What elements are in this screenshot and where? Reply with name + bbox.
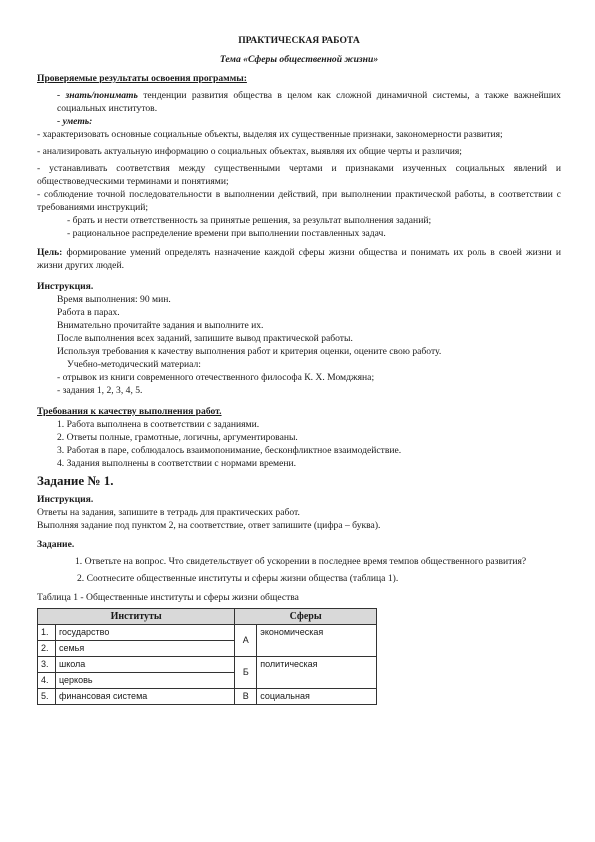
results-heading: Проверяемые результаты освоения программы: <box>37 73 247 84</box>
instruction-line: Используя требования к качеству выполнения работ и критерия оценки, оцените свою работу. <box>57 346 442 357</box>
document-page <box>37 34 561 705</box>
goal-text: формирование умений определять назначение каждой сферы жизни общества и понимать их роль в своей жизни и жизни других людей. <box>37 247 561 271</box>
instruction-line: Работа в парах. <box>57 307 120 318</box>
requirement-item: 4. Задания выполнены в соответствии с нормами времени. <box>57 458 297 469</box>
can-label: - уметь: <box>57 116 93 127</box>
institute-num: 2. <box>38 641 56 657</box>
institute-name: государство <box>55 625 234 641</box>
task-item: 2. Соотнесите общественные институты и сферы жизни общества (таблица 1). <box>77 573 399 584</box>
skill-item: - характеризовать основные социальные объекты, выделяя их существенные признаки, закономерности развития; <box>37 129 503 140</box>
institute-name: школа <box>55 657 234 673</box>
institute-num: 5. <box>38 689 56 705</box>
sphere-letter: А <box>235 625 257 657</box>
table-row <box>38 689 377 705</box>
material-item: - отрывок из книги современного отечественного философа К. Х. Момджяна; <box>57 372 375 383</box>
materials-heading: Учебно-методический материал: <box>67 359 201 370</box>
institute-name: семья <box>55 641 234 657</box>
header-spheres: Сферы <box>235 609 377 625</box>
sphere-name: экономическая <box>257 625 377 657</box>
material-item: - задания 1, 2, 3, 4, 5. <box>57 385 143 396</box>
skill-item: - соблюдение точной последовательности в выполнении действий, при выполнении практической работы, в соответствии с требованиями инструкций; <box>37 189 561 213</box>
institute-num: 4. <box>38 673 56 689</box>
know-text: тенденции развития общества в целом как сложной динамичной системы, а также важнейших социальных институтов. <box>57 90 561 114</box>
task-title: Задание № 1. <box>37 473 114 488</box>
institute-name: церковь <box>55 673 234 689</box>
doc-topic: Тема «Сферы общественной жизни» <box>219 54 379 65</box>
task-item: 1. Ответьте на вопрос. Что свидетельствует об ускорении в последнее время темпов общественного развития? <box>75 556 527 567</box>
skill-item: - брать и нести ответственность за принятые решения, за результат выполнения заданий; <box>67 215 432 226</box>
table-row <box>38 625 377 641</box>
sphere-name: политическая <box>257 657 377 689</box>
goal-label: Цель: <box>37 247 63 258</box>
institute-num: 3. <box>38 657 56 673</box>
task-instruction-heading: Инструкция. <box>37 494 94 505</box>
doc-title: ПРАКТИЧЕСКАЯ РАБОТА <box>238 35 360 46</box>
sphere-letter: В <box>235 689 257 705</box>
instruction-line: Время выполнения: 90 мин. <box>57 294 171 305</box>
task-instruction-line: Ответы на задания, запишите в тетрадь для практических работ. <box>37 507 300 518</box>
requirement-item: 1. Работа выполнена в соответствии с заданиями. <box>57 419 260 430</box>
skill-item: - устанавливать соответствия между существенными чертами и признаками изученных социальных явлений и обществоведческими терминами и понятиями; <box>37 163 561 187</box>
know-label: - знать/понимать <box>57 90 138 101</box>
requirement-item: 2. Ответы полные, грамотные, логичны, аргументированы. <box>57 432 298 443</box>
requirements-heading: Требования к качеству выполнения работ. <box>37 406 222 417</box>
sphere-letter: Б <box>235 657 257 689</box>
instruction-heading: Инструкция. <box>37 281 94 292</box>
skill-item: - анализировать актуальную информацию о социальных объектах, выявляя их общие черты и различия; <box>37 146 462 157</box>
institute-name: финансовая система <box>55 689 234 705</box>
task-heading: Задание. <box>37 539 75 550</box>
table-caption: Таблица 1 - Общественные институты и сферы жизни общества <box>37 592 299 603</box>
skill-item: - рациональное распределение времени при выполнении поставленных задач. <box>67 228 386 239</box>
requirement-item: 3. Работая в паре, соблюдалось взаимопонимание, бесконфликтное взаимодействие. <box>57 445 402 456</box>
institute-num: 1. <box>38 625 56 641</box>
goal-paragraph <box>37 246 561 272</box>
task-instruction-line: Выполняя задание под пунктом 2, на соответствие, ответ запишите (цифра – буква). <box>37 520 381 531</box>
sphere-name: социальная <box>257 689 377 705</box>
know-paragraph <box>37 89 561 115</box>
table-row <box>38 657 377 673</box>
instruction-line: После выполнения всех заданий, запишите вывод практической работы. <box>57 333 353 344</box>
table-header-row <box>38 609 377 625</box>
header-institutes: Институты <box>38 609 235 625</box>
institutes-spheres-table <box>37 608 377 705</box>
instruction-line: Внимательно прочитайте задания и выполните их. <box>57 320 264 331</box>
